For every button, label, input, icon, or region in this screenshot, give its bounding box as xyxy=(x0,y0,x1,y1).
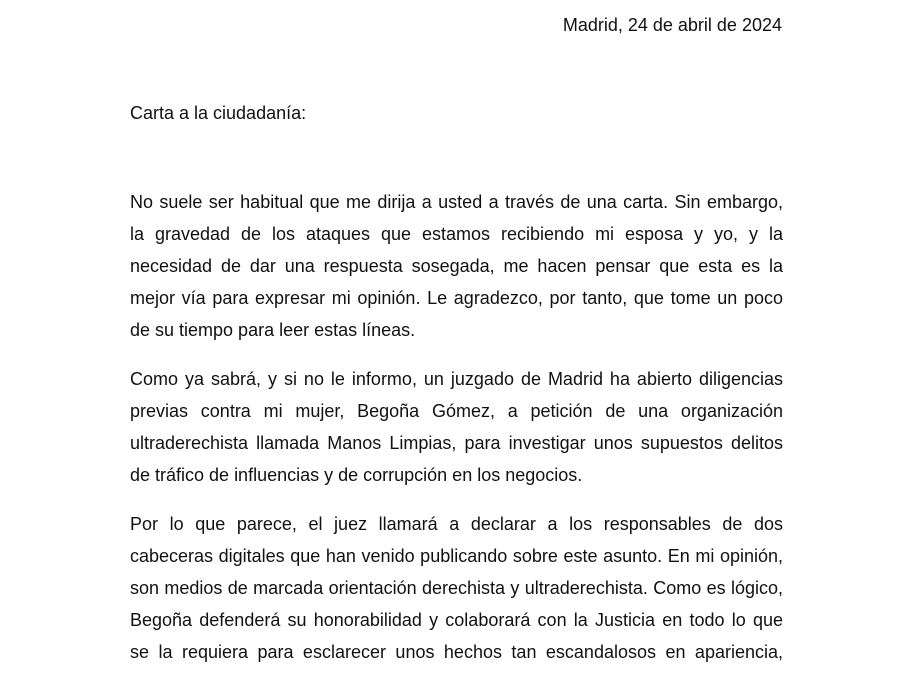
paragraph-line: de su tiempo para leer estas líneas. xyxy=(130,320,416,340)
paragraph-line: cabeceras digitales que han venido publicando sobre este asunto. En mi opinión, xyxy=(130,546,783,566)
paragraph-line: Como ya sabrá, y si no le informo, un juzgado de Madrid ha abierto diligencias xyxy=(130,369,783,389)
paragraph-line: No suele ser habitual que me dirija a usted a través de una carta. Sin embargo, xyxy=(130,192,783,212)
paragraph-line: previas contra mi mujer, Begoña Gómez, a petición de una organización xyxy=(130,401,783,421)
paragraph-line: la gravedad de los ataques que estamos recibiendo mi esposa y yo, y la xyxy=(130,224,783,244)
paragraph-line: necesidad de dar una respuesta sosegada, me hacen pensar que esta es la xyxy=(130,256,783,276)
paragraph-2 xyxy=(130,363,783,491)
paragraph-line: Begoña defenderá su honorabilidad y colaborará con la Justicia en todo lo que xyxy=(130,610,783,630)
paragraph-line: son medios de marcada orientación derechista y ultraderechista. Como es lógico, xyxy=(130,578,783,598)
paragraph-3 xyxy=(130,508,783,668)
letter-salutation: Carta a la ciudadanía: xyxy=(130,103,307,123)
letter-body xyxy=(130,186,783,685)
letter-date: Madrid, 24 de abril de 2024 xyxy=(562,15,782,35)
paragraph-line: de tráfico de influencias y de corrupción en los negocios. xyxy=(130,465,583,485)
paragraph-line: mejor vía para expresar mi opinión. Le agradezco, por tanto, que tome un poco xyxy=(130,288,783,308)
paragraph-line: ultraderechista llamada Manos Limpias, para investigar unos supuestos delitos xyxy=(130,433,783,453)
paragraph-1 xyxy=(130,186,783,346)
paragraph-line: Por lo que parece, el juez llamará a declarar a los responsables de dos xyxy=(130,514,783,534)
paragraph-line: se la requiera para esclarecer unos hechos tan escandalosos en apariencia, xyxy=(130,642,783,662)
